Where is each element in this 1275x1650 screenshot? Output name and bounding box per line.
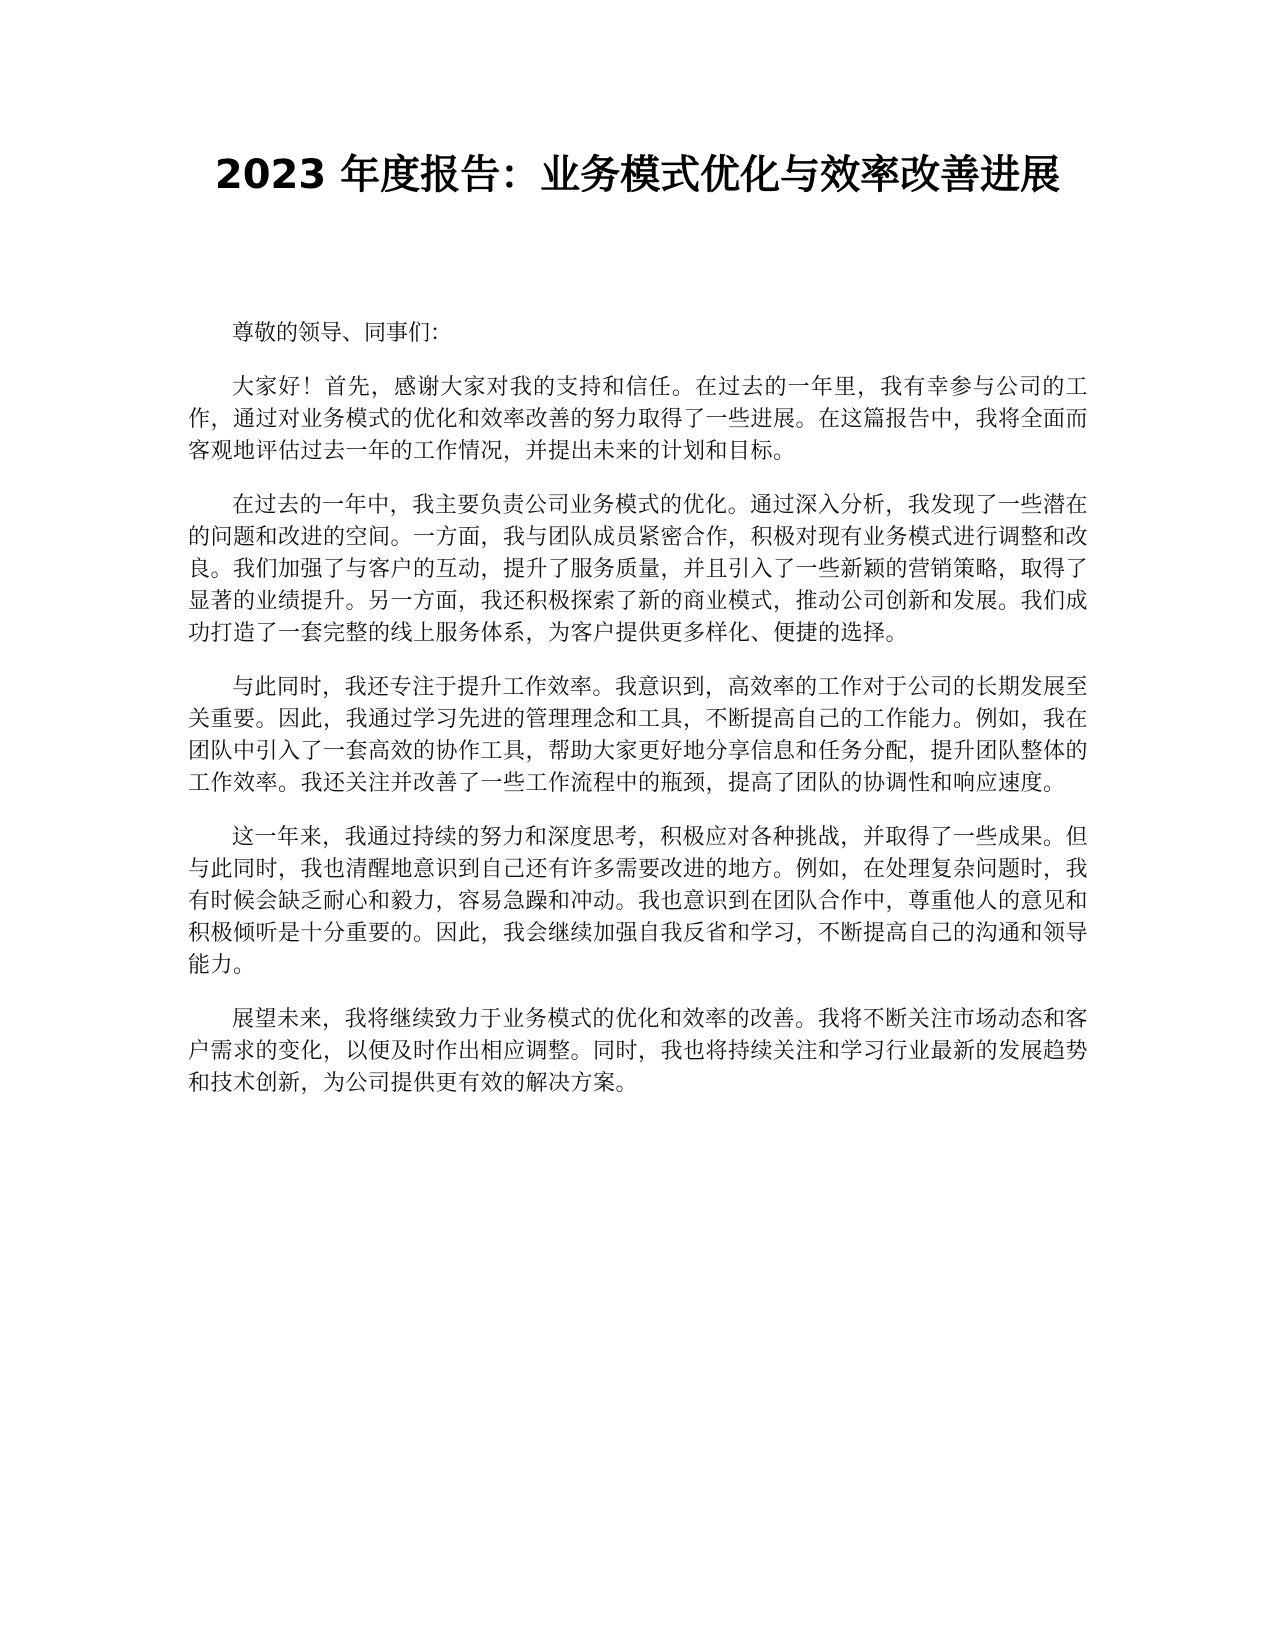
salutation: 尊敬的领导、同事们： xyxy=(232,321,453,346)
paragraph-efficiency: 与此同时，我还专注于提升工作效率。我意识到，高效率的工作对于公司的长期发展至关重要。因此，我通过学习先进的管理理念和工具，不断提高自己的工作能力。例如，我在团队中引入了一套高效的协作工具，帮助大家更好地分享信息和任务分配，提升团队整体的工作效率。我还关注并改善了一些工作流程中的瓶颈，提高了团队的协调性和响应速度。 xyxy=(188,675,1089,796)
paragraph-business-model: 在过去的一年中，我主要负责公司业务模式的优化。通过深入分析，我发现了一些潜在的问题和改进的空间。一方面，我与团队成员紧密合作，积极对现有业务模式进行调整和改良。我们加强了与客户的互动，提升了服务质量，并且引入了一些新颖的营销策略，取得了显著的业绩提升。另一方面，我还积极探索了新的商业模式，推动公司创新和发展。我们成功打造了一套完整的线上服务体系，为客户提供更多样化、便捷的选择。 xyxy=(188,493,1089,646)
document-body xyxy=(188,318,1088,1122)
document-title: 2023 年度报告：业务模式优化与效率改善进展 xyxy=(214,152,1061,198)
paragraph-reflection: 这一年来，我通过持续的努力和深度思考，积极应对各种挑战，并取得了一些成果。但与此同时，我也清醒地意识到自己还有许多需要改进的地方。例如，在处理复杂问题时，我有时候会缺乏耐心和毅力，容易急躁和冲动。我也意识到在团队合作中，尊重他人的意见和积极倾听是十分重要的。因此，我会继续加强自我反省和学习，不断提高自己的沟通和领导能力。 xyxy=(188,825,1089,978)
paragraph-outlook: 展望未来，我将继续致力于业务模式的优化和效率的改善。我将不断关注市场动态和客户需求的变化，以便及时作出相应调整。同时，我也将持续关注和学习行业最新的发展趋势和技术创新，为公司提供更有效的解决方案。 xyxy=(188,1007,1089,1096)
paragraph-greeting: 大家好！首先，感谢大家对我的支持和信任。在过去的一年里，我有幸参与公司的工作，通过对业务模式的优化和效率改善的努力取得了一些进展。在这篇报告中，我将全面而客观地评估过去一年的工作情况，并提出未来的计划和目标。 xyxy=(188,375,1089,464)
